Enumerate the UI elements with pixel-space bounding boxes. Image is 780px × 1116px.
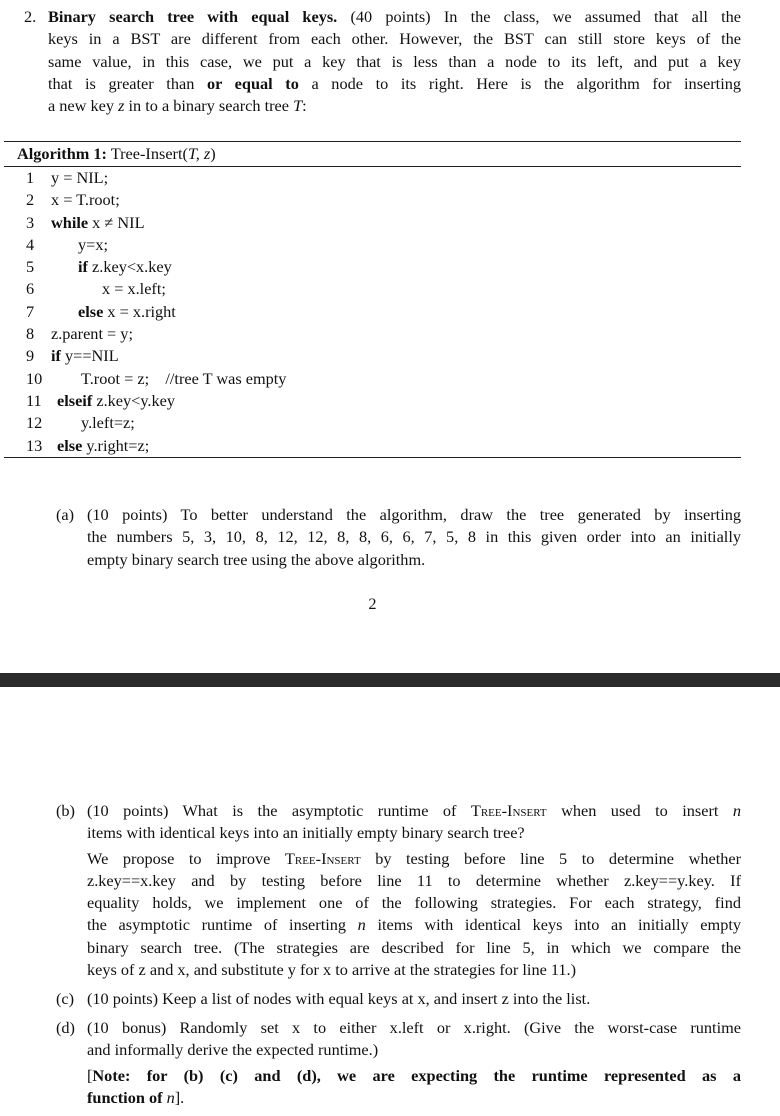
algorithm-line — [4, 412, 741, 434]
algorithm-line — [4, 167, 741, 189]
part-b-label: (b) — [56, 801, 75, 820]
code-text: x = x.right — [107, 301, 176, 321]
code-text: x ≠ NIL — [92, 212, 145, 232]
keyword: elseif — [57, 390, 93, 410]
code-text: y.right=z; — [86, 435, 150, 455]
code-text: x = x.left; — [102, 279, 166, 299]
part-d-label: (d) — [56, 1018, 75, 1037]
problem-number: 2. — [24, 7, 37, 26]
page-2 — [0, 687, 780, 1116]
algorithm-line — [4, 323, 741, 345]
code-text: x = T.root; — [51, 190, 120, 210]
algorithm-line — [4, 234, 741, 256]
problem-intro: Binary search tree with equal keys. (40 points) In the class, we assumed that all the keys in a BST are different from each other. However, the BST can still store keys of the same value, in this case, we put a key that is less than a node to its left, and put a key that is greater than or equal to a node to its right. Here is the algorithm for inserting a new key z in to a binary search tree T: — [48, 7, 742, 116]
line-code — [78, 301, 176, 323]
line-code — [78, 256, 172, 278]
problem-title: Binary search tree with equal keys. — [48, 7, 338, 26]
part-c-label: (c) — [56, 989, 75, 1008]
line-number: 3 — [26, 212, 35, 232]
part-d-note: [Note: for (b) (c) and (d), we are expecting the runtime represented as a — [87, 1065, 741, 1085]
algorithm-name: Tree-Insert( — [110, 144, 188, 163]
part-a-text: (10 points) To better understand the algorithm, draw the tree generated by inserting the numbers 5, 3, 10, 8, 12, 12, 8, 8, 6, 6, 7, 5, 8 in this given order into an initially empty binary search tree using the above algorithm. — [87, 505, 741, 569]
tree-insert-name: Tree-Insert — [470, 801, 547, 820]
code-text: y=x; — [78, 234, 108, 254]
code-text: y==NIL — [65, 346, 119, 366]
line-code — [51, 189, 120, 211]
line-number: 10 — [26, 368, 43, 388]
algorithm-line — [4, 256, 741, 278]
algorithm-lines — [4, 167, 741, 457]
line-number: 9 — [26, 346, 35, 366]
line-number: 2 — [26, 190, 35, 210]
line-number: 1 — [26, 168, 35, 187]
keyword: while — [51, 212, 89, 232]
algorithm-line — [4, 189, 741, 211]
algorithm-line — [4, 278, 741, 300]
keyword: else — [57, 435, 83, 455]
algorithm-label: Algorithm 1: — [17, 144, 107, 163]
line-code — [78, 234, 108, 256]
algorithm-line — [4, 212, 741, 234]
algorithm-line — [4, 345, 741, 367]
line-number: 5 — [26, 257, 35, 277]
code-text: z.parent = y; — [51, 324, 133, 344]
code-text: y = NIL; — [51, 168, 109, 187]
line-number: 7 — [26, 301, 35, 321]
code-text: y.left=z; — [81, 413, 135, 433]
line-code — [102, 278, 166, 300]
keyword: else — [78, 301, 104, 321]
part-d-text: (10 bonus) Randomly set x to either x.left or x.right. (Give the worst-case runtime and informally derive the expected runtime.) [Note: for (b) (c) and (d), we are expecting the runtime represented as a function of n]. — [87, 1018, 741, 1107]
line-code — [81, 412, 135, 434]
line-number: 13 — [26, 435, 43, 455]
line-number: 12 — [26, 413, 43, 433]
keyword: if — [51, 346, 61, 366]
line-code — [51, 167, 108, 189]
page-number: 2 — [368, 594, 377, 613]
page-divider — [0, 673, 780, 687]
keyword: if — [78, 257, 88, 277]
problem-points: (40 points) — [350, 7, 431, 26]
emphasis-or-equal: or equal to — [206, 73, 299, 93]
algorithm-line — [4, 301, 741, 323]
line-code — [57, 390, 175, 412]
code-text: T.root = z; //tree T was empty — [81, 368, 287, 388]
line-number: 8 — [26, 324, 35, 344]
code-text: z.key<x.key — [92, 257, 172, 277]
line-code — [51, 212, 145, 234]
line-number: 4 — [26, 234, 35, 254]
algorithm-line — [4, 368, 741, 390]
part-a-label: (a) — [56, 505, 75, 524]
part-b-text: (10 points) What is the asymptotic runtime of Tree-Insert when used to insert n items with identical keys into an initially empty binary search tree? We propose to improve Tree-Insert by testing before line 5 to determine whether z.key==x.key and by testing before line 11 to determine whether z.key==y.key. If equality holds, we implement one of the following strategies. For each strategy, find the asymptotic runtime of inserting n items with identical keys into an initially empty binary search tree. (The strategies are described for line 5, in which we compare the keys of z and x, and substitute y for x to arrive at the strategies for line 11.) — [87, 801, 742, 980]
line-code — [51, 323, 133, 345]
algorithm-header: Algorithm 1: Tree-Insert(T, z) — [4, 142, 741, 167]
line-code — [51, 345, 119, 367]
code-text: z.key<y.key — [96, 390, 175, 410]
line-code — [81, 368, 286, 390]
line-number: 6 — [26, 279, 35, 299]
line-number: 11 — [26, 390, 42, 410]
part-c-text: (10 points) Keep a list of nodes with equal keys at x, and insert z into the list. — [87, 989, 591, 1008]
line-code — [57, 435, 149, 457]
algorithm-block — [4, 141, 741, 458]
algorithm-line — [4, 435, 741, 457]
algorithm-line — [4, 390, 741, 412]
